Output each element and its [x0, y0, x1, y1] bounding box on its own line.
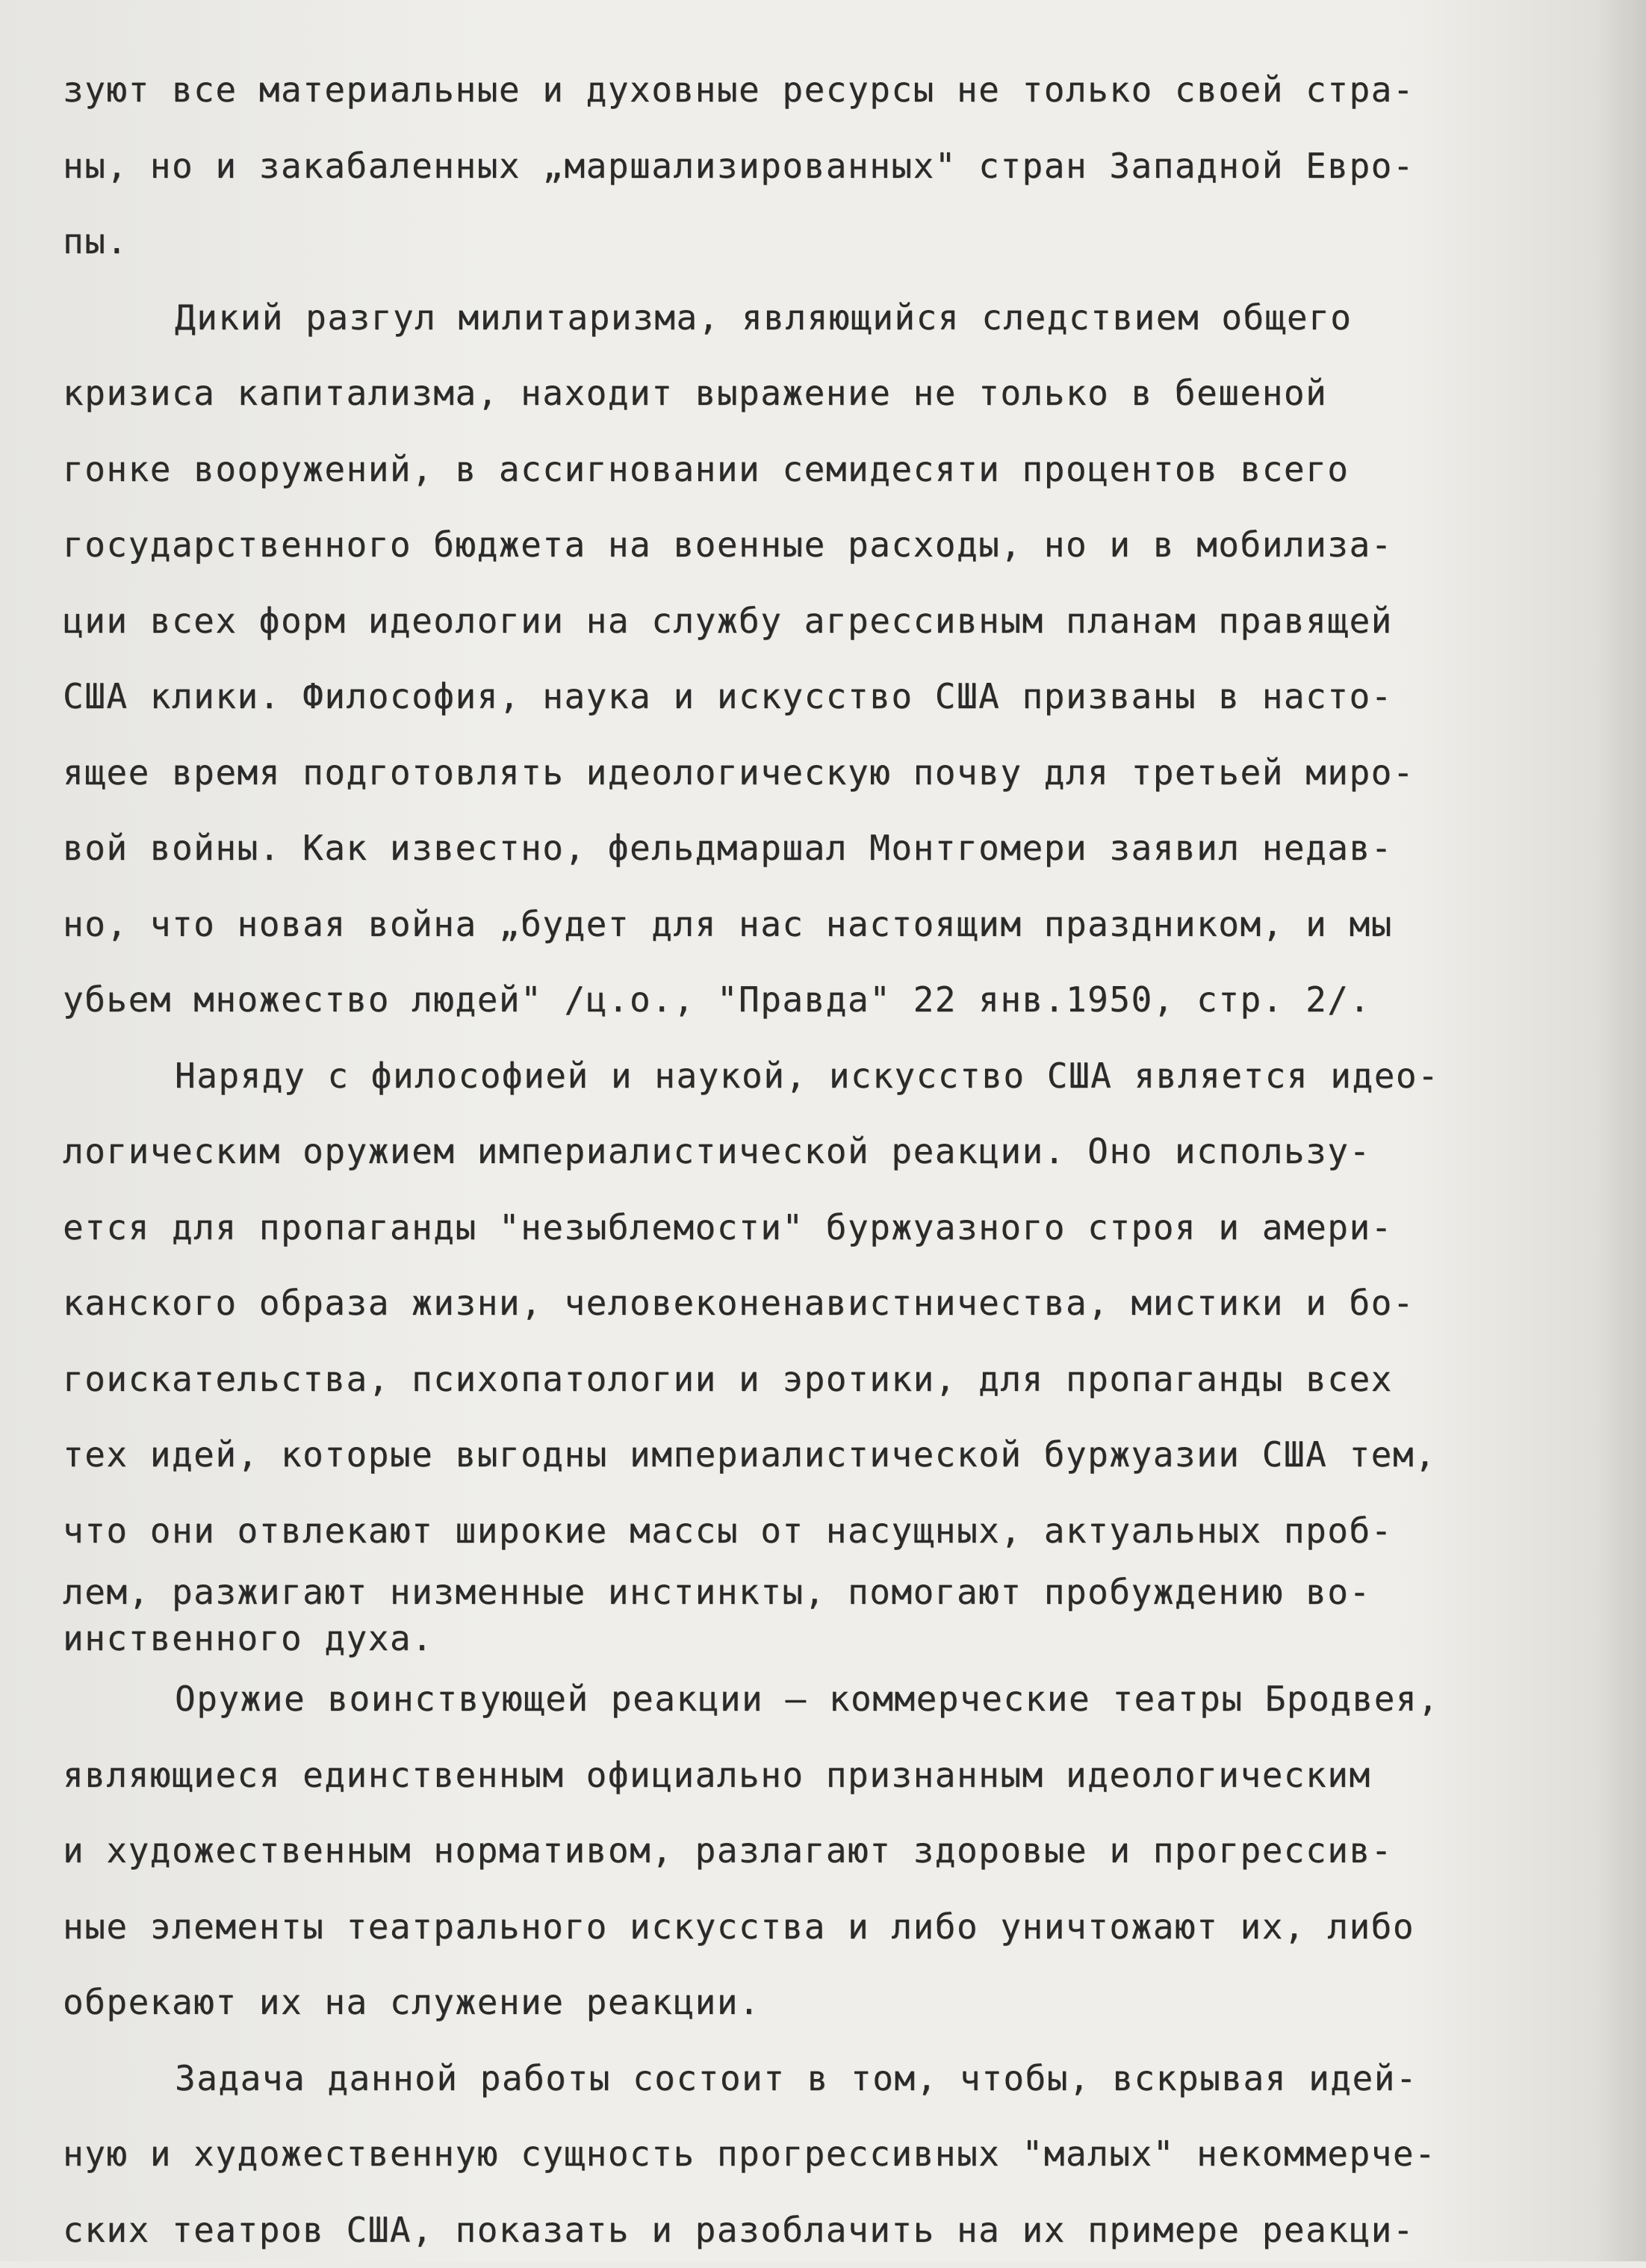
text-line: тех идей, которые выгодны империалистической буржуазии США тем,	[63, 1417, 1594, 1493]
text-line: вой войны. Как известно, фельдмаршал Монтгомери заявил недав-	[63, 811, 1594, 887]
text-line: ны, но и закабаленных „маршализированных" стран Западной Евро-	[63, 128, 1594, 205]
text-line: Задача данной работы состоит в том, чтобы, вскрывая идей-	[63, 2041, 1594, 2117]
page-edge-shadow	[1594, 0, 1646, 2261]
text-line: ции всех форм идеологии на службу агрессивным планам правящей	[63, 583, 1594, 660]
text-line: лем, разжигают низменные инстинкты, помогают пробуждению во-	[63, 1569, 1594, 1615]
text-line: обрекают их на служение реакции.	[63, 1965, 1594, 2041]
text-line: пы.	[63, 204, 1594, 280]
text-line: Наряду с философией и наукой, искусство США является идео-	[63, 1038, 1594, 1115]
text-line: являющиеся единственным официально признанным идеологическим	[63, 1738, 1594, 1814]
text-line: Дикий разгул милитаризма, являющийся следствием общего	[63, 280, 1594, 356]
text-line: зуют все материальные и духовные ресурсы не только своей стра-	[63, 52, 1594, 128]
text-line: но, что новая война „будет для нас настоящим праздником, и мы	[63, 887, 1594, 963]
text-line: ется для пропаганды "незыблемости" буржуазного строя и амери-	[63, 1190, 1594, 1266]
text-line: ящее время подготовлять идеологическую почву для третьей миро-	[63, 735, 1594, 811]
text-line: инственного духа.	[63, 1615, 1594, 1661]
text-line: ные элементы театрального искусства и либо уничтожают их, либо	[63, 1889, 1594, 1965]
text-line: гонке вооружений, в ассигновании семидесяти процентов всего	[63, 432, 1594, 508]
text-line: канского образа жизни, человеконенавистничества, мистики и бо-	[63, 1265, 1594, 1342]
text-line: США клики. Философия, наука и искусство США призваны в насто-	[63, 659, 1594, 735]
text-line: ную и художественную сущность прогрессивных "малых" некоммерче-	[63, 2116, 1594, 2193]
page-text	[63, 52, 1594, 2268]
text-line: и художественным нормативом, разлагают здоровые и прогрессив-	[63, 1813, 1594, 1889]
text-line: убьем множество людей" /ц.о., "Правда" 22 янв.1950, стр. 2/.	[63, 962, 1594, 1038]
text-line: ских театров США, показать и разоблачить на их примере реакци-	[63, 2193, 1594, 2268]
text-line: Оружие воинствующей реакции — коммерческие театры Бродвея,	[63, 1661, 1594, 1738]
text-line: что они отвлекают широкие массы от насущных, актуальных проб-	[63, 1493, 1594, 1570]
text-line: кризиса капитализма, находит выражение не только в бешеной	[63, 356, 1594, 432]
text-line: гоискательства, психопатологии и эротики, для пропаганды всех	[63, 1342, 1594, 1418]
text-line: логическим оружием империалистической реакции. Оно использу-	[63, 1114, 1594, 1190]
text-line: государственного бюджета на военные расходы, но и в мобилиза-	[63, 507, 1594, 583]
